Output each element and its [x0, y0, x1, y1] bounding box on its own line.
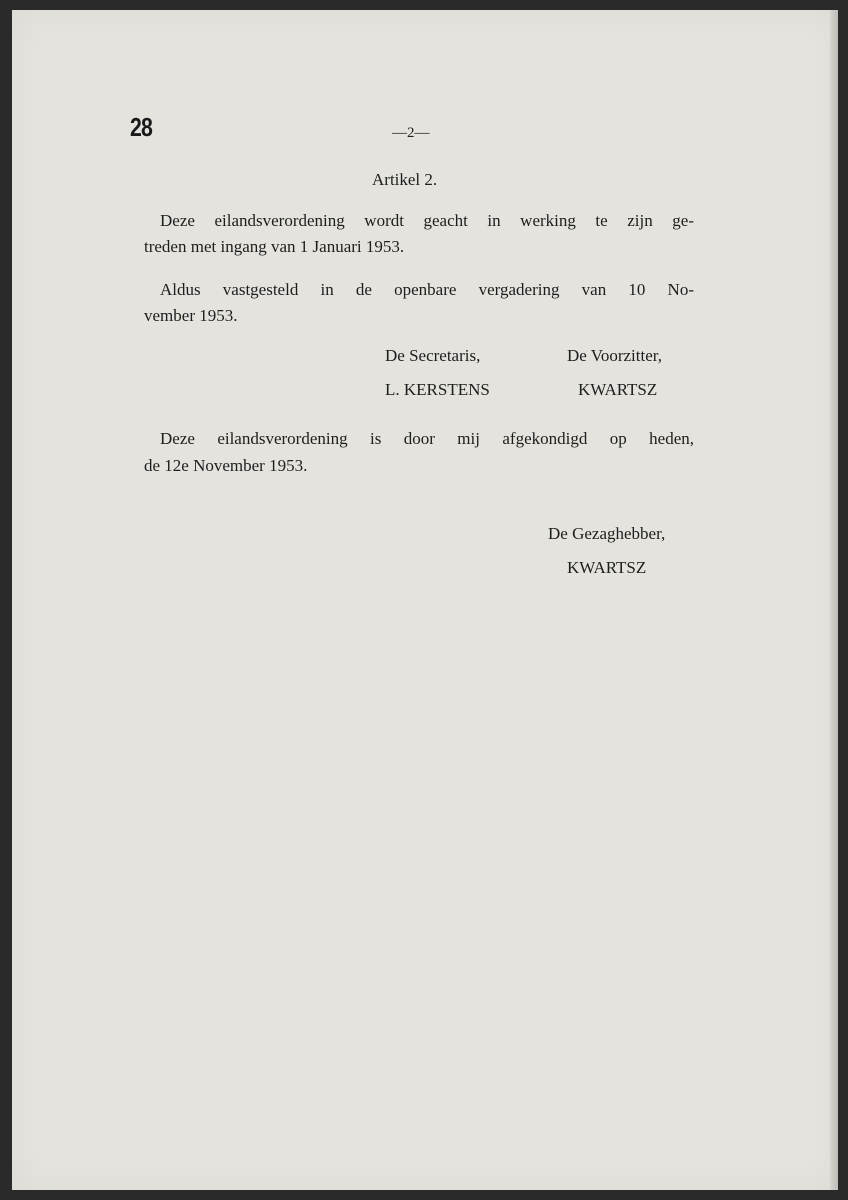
- paragraph-3-line-2: de 12e November 1953.: [144, 456, 308, 475]
- chair-name: KWARTSZ: [578, 380, 658, 399]
- chair-title: De Voorzitter,: [567, 346, 663, 365]
- page-edge: [830, 10, 838, 1190]
- page-number: 28: [130, 112, 153, 142]
- secretary-name: L. KERSTENS: [385, 380, 490, 399]
- page-marker: —2—: [392, 125, 430, 141]
- paragraph-1-line-2: treden met ingang van 1 Januari 1953.: [144, 237, 405, 256]
- governor-title: De Gezaghebber,: [548, 524, 666, 543]
- paragraph-1-line-1: Deze eilandsverordening wordt geacht in werking te zijn ge-: [160, 211, 694, 230]
- scan-bottom-band: [0, 1190, 848, 1200]
- paragraph-2-line-1: Aldus vastgesteld in de openbare vergadering van 10 No-: [160, 280, 694, 299]
- article-heading: Artikel 2.: [372, 170, 438, 189]
- secretary-title: De Secretaris,: [385, 346, 481, 365]
- paragraph-3-line-1: Deze eilandsverordening is door mij afgekondigd op heden,: [160, 429, 694, 448]
- governor-name: KWARTSZ: [567, 558, 647, 577]
- paragraph-2-line-2: vember 1953.: [144, 306, 238, 325]
